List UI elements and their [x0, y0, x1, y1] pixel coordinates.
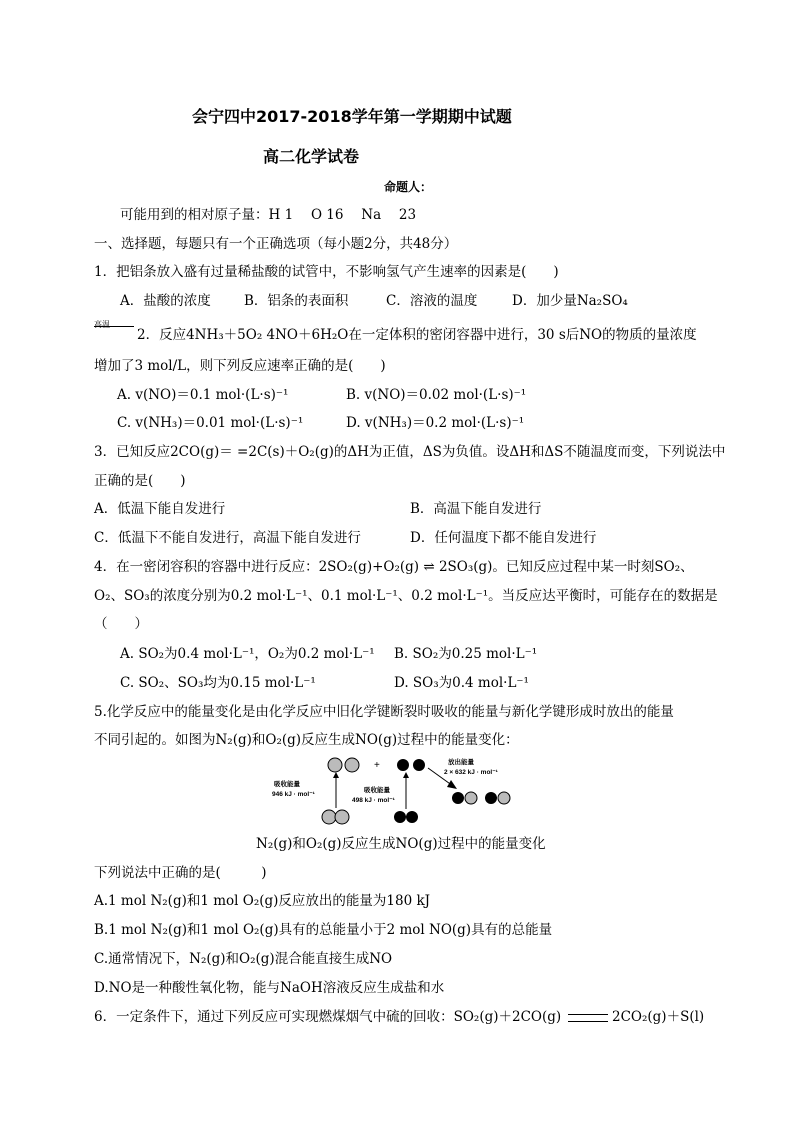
q2-stem-line1: 2．反应4NH₃＋5O₂ 4NO＋6H₂O在一定体积的密闭容器中进行，30 s后NO的物质的量浓度 [137, 327, 697, 343]
q1-stem: 1．把铝条放入盛有过量稀盐酸的试管中，不影响氢气产生速率的因素是( ) [94, 264, 559, 280]
release-value: 2 × 632 kJ · mol⁻¹ [444, 769, 498, 776]
q5-stem-line1: 5.化学反应中的能量变化是由化学反应中旧化学键断裂时吸收的能量与新化学键形成时放出的能量 [94, 704, 674, 720]
q4-option-a: A. SO₂为0.4 mol·L⁻¹，O₂为0.2 mol·L⁻¹ [120, 646, 375, 662]
no2-n [498, 792, 510, 804]
n-atom-top-1 [328, 758, 342, 772]
n2-atom-2 [335, 810, 349, 824]
n2-arrowhead [333, 772, 339, 778]
q3-stem-line2: 正确的是( ) [94, 473, 186, 489]
q6-equilibrium-arrow [568, 1014, 608, 1022]
q2-option-c: C. v(NH₃)＝0.01 mol·(L·s)⁻¹ [117, 415, 304, 431]
q1-option-c: C．溶液的温度 [386, 293, 478, 309]
energy-diagram-svg [270, 752, 522, 828]
q1-option-b: B．铝条的表面积 [244, 293, 349, 309]
o2-arrowhead [403, 772, 409, 778]
author-label: 命题人： [384, 180, 433, 194]
q5-stem-line2: 不同引起的。如图为N₂(g)和O₂(g)反应生成NO(g)过程中的能量变化： [94, 732, 519, 748]
o2-atom-2 [406, 811, 418, 823]
q5-option-b: B.1 mol N₂(g)和1 mol O₂(g)具有的总能量小于2 mol NO(g)具有的总能量 [94, 922, 553, 938]
q5-option-c: C.通常情况下，N₂(g)和O₂(g)混合能直接生成NO [94, 951, 393, 967]
q3-option-c: C．低温下不能自发进行，高温下能自发进行 [94, 530, 361, 546]
absorb-label-1: 吸收能量 [274, 781, 300, 788]
q4-option-d: D. SO₃为0.4 mol·L⁻¹ [394, 675, 529, 691]
absorb-value-1: 946 kJ · mol⁻¹ [272, 791, 315, 798]
q5-prompt: 下列说法中正确的是( ) [94, 865, 267, 881]
q2-arrow-label: 高温 [94, 320, 110, 329]
absorb-value-2: 498 kJ · mol⁻¹ [352, 797, 395, 804]
release-arrowhead [447, 780, 457, 789]
o2-atom-1 [394, 811, 406, 823]
q5-option-a: A.1 mol N₂(g)和1 mol O₂(g)反应放出的能量为180 kJ [94, 893, 431, 909]
q2-option-a: A. v(NO)＝0.1 mol·(L·s)⁻¹ [117, 387, 289, 403]
absorb-label-2: 吸收能量 [364, 787, 390, 794]
exam-subtitle: 高二化学试卷 [263, 147, 360, 166]
q2-stem-line2: 增加了3 mol/L，则下列反应速率正确的是( ) [94, 358, 386, 374]
q4-stem-line3: （ ） [94, 616, 148, 632]
q4-stem-line1: 4．在一密闭容积的容器中进行反应：2SO₂(g)+O₂(g) ⇌ 2SO₃(g)。已知反应过程中某一时刻SO₂、 [94, 559, 694, 575]
exam-title: 会宁四中2017-2018学年第一学期期中试题 [192, 107, 512, 126]
q2-option-b: B. v(NO)＝0.02 mol·(L·s)⁻¹ [346, 387, 527, 403]
q5-option-d: D.NO是一种酸性氧化物，能与NaOH溶液反应生成盐和水 [94, 980, 445, 996]
q2-arrow-line [94, 326, 134, 327]
plus-sign: + [374, 760, 380, 771]
q1-option-a: A．盐酸的浓度 [120, 293, 211, 309]
q3-option-b: B．高温下能自发进行 [410, 501, 542, 517]
q4-option-c: C. SO₂、SO₃均为0.15 mol·L⁻¹ [120, 675, 316, 691]
section-heading: 一、选择题，每题只有一个正确选项（每小题2分，共48分） [94, 236, 458, 252]
q3-stem-line1: 3．已知反应2CO(g)＝ =2C(s)＋O₂(g)的ΔH为正值，ΔS为负值。设ΔH和ΔS不随温度而变，下列说法中 [94, 444, 726, 460]
q3-option-a: A．低温下能自发进行 [94, 501, 226, 517]
no2-o [485, 792, 497, 804]
no1-n [465, 792, 477, 804]
n-atom-top-2 [345, 758, 359, 772]
o-atom-top-1 [397, 759, 409, 771]
q6-stem-left: 6．一定条件下，通过下列反应可实现燃煤烟气中硫的回收：SO₂(g)＋2CO(g) [94, 1009, 562, 1025]
release-label: 放出能量 [448, 759, 474, 766]
atomic-masses: 可能用到的相对原子量：H 1 O 16 Na 23 [120, 207, 417, 223]
q5-diagram-caption: N₂(g)和O₂(g)反应生成NO(g)过程中的能量变化 [256, 836, 546, 852]
q4-stem-line2: O₂、SO₃的浓度分别为0.2 mol·L⁻¹、0.1 mol·L⁻¹、0.2 mol·L⁻¹。当反应达平衡时，可能存在的数据是 [94, 588, 718, 604]
q1-option-d: D．加少量Na₂SO₄ [512, 293, 628, 309]
energy-diagram [270, 752, 522, 828]
n2-atom-1 [322, 810, 336, 824]
o-atom-top-2 [413, 759, 425, 771]
q2-option-d: D. v(NH₃)＝0.2 mol·(L·s)⁻¹ [346, 415, 525, 431]
q6-stem-right: 2CO₂(g)＋S(l) [612, 1009, 705, 1025]
q3-option-d: D．任何温度下都不能自发进行 [410, 530, 597, 546]
no1-o [452, 792, 464, 804]
q4-option-b: B. SO₂为0.25 mol·L⁻¹ [394, 646, 538, 662]
